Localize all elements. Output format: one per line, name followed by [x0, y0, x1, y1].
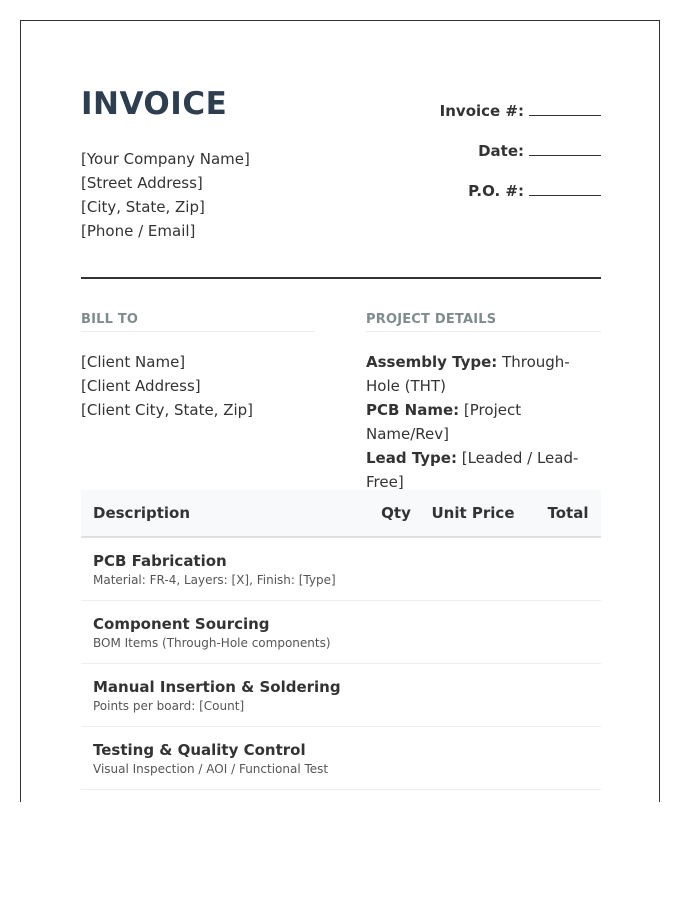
item-name: Manual Insertion & Soldering	[93, 677, 341, 696]
header-description: Description	[81, 490, 381, 537]
invoice-number-row	[440, 99, 601, 139]
company-name: [Your Company Name]	[81, 150, 250, 168]
row-description-cell	[81, 727, 381, 790]
qty-cell[interactable]	[381, 727, 411, 790]
header-unit-price: Unit Price	[411, 490, 535, 537]
pcb-name-label: PCB Name:	[366, 401, 460, 419]
project-details-heading: PROJECT DETAILS	[366, 312, 601, 332]
item-name: PCB Fabrication	[93, 551, 227, 570]
total-cell[interactable]	[535, 537, 601, 601]
row-description-cell	[81, 537, 381, 601]
qty-cell[interactable]	[381, 537, 411, 601]
bill-to-details	[81, 350, 315, 422]
po-field[interactable]	[529, 181, 601, 196]
client-city: [Client City, State, Zip]	[81, 401, 254, 419]
invoice-sheet	[20, 20, 660, 802]
item-name: Testing & Quality Control	[93, 740, 306, 759]
date-field[interactable]	[529, 141, 601, 156]
unit-price-cell[interactable]	[411, 727, 535, 790]
po-label: P.O. #:	[468, 182, 524, 200]
lead-type-label: Lead Type:	[366, 449, 457, 467]
table-row	[81, 664, 601, 727]
qty-cell[interactable]	[381, 664, 411, 727]
company-city: [City, State, Zip]	[81, 198, 205, 216]
item-name: Component Sourcing	[93, 614, 270, 633]
header-divider	[81, 277, 601, 279]
assembly-type-line	[366, 350, 601, 398]
client-address: [Client Address]	[81, 377, 201, 395]
project-details-body	[366, 350, 601, 494]
total-cell[interactable]	[535, 727, 601, 790]
invoice-title: INVOICE	[81, 86, 228, 122]
unit-price-cell[interactable]	[411, 664, 535, 727]
line-items-table	[81, 490, 601, 790]
unit-price-cell[interactable]	[411, 537, 535, 601]
pcb-name-line	[366, 398, 601, 446]
company-info	[81, 147, 250, 243]
total-cell[interactable]	[535, 601, 601, 664]
lead-type-line	[366, 446, 601, 494]
item-detail: Visual Inspection / AOI / Functional Test	[93, 761, 329, 776]
po-row	[440, 179, 601, 219]
bill-to-heading: BILL TO	[81, 312, 315, 332]
header-qty: Qty	[381, 490, 411, 537]
company-contact: [Phone / Email]	[81, 222, 196, 240]
row-description-cell	[81, 664, 381, 727]
bill-to-section	[81, 312, 315, 422]
unit-price-cell[interactable]	[411, 601, 535, 664]
company-street: [Street Address]	[81, 174, 203, 192]
table-header-row	[81, 490, 601, 537]
lead-type-value: [Leaded / Lead-Free]	[366, 449, 579, 491]
table-row	[81, 537, 601, 601]
assembly-type-value: Through-Hole (THT)	[366, 353, 570, 395]
row-description-cell	[81, 601, 381, 664]
invoice-meta	[440, 99, 601, 219]
invoice-number-field[interactable]	[529, 101, 601, 116]
date-row	[440, 139, 601, 179]
item-detail: Points per board: [Count]	[93, 698, 245, 713]
qty-cell[interactable]	[381, 601, 411, 664]
table-row	[81, 601, 601, 664]
date-label: Date:	[478, 142, 524, 160]
total-cell[interactable]	[535, 664, 601, 727]
project-details-section	[366, 312, 601, 494]
pcb-name-value: [Project Name/Rev]	[366, 401, 522, 443]
item-detail: Material: FR-4, Layers: [X], Finish: [Type]	[93, 572, 336, 587]
header-total: Total	[535, 490, 601, 537]
client-name: [Client Name]	[81, 353, 186, 371]
invoice-number-label: Invoice #:	[439, 102, 524, 120]
assembly-type-label: Assembly Type:	[366, 353, 498, 371]
item-detail: BOM Items (Through-Hole components)	[93, 635, 331, 650]
table-row	[81, 727, 601, 790]
